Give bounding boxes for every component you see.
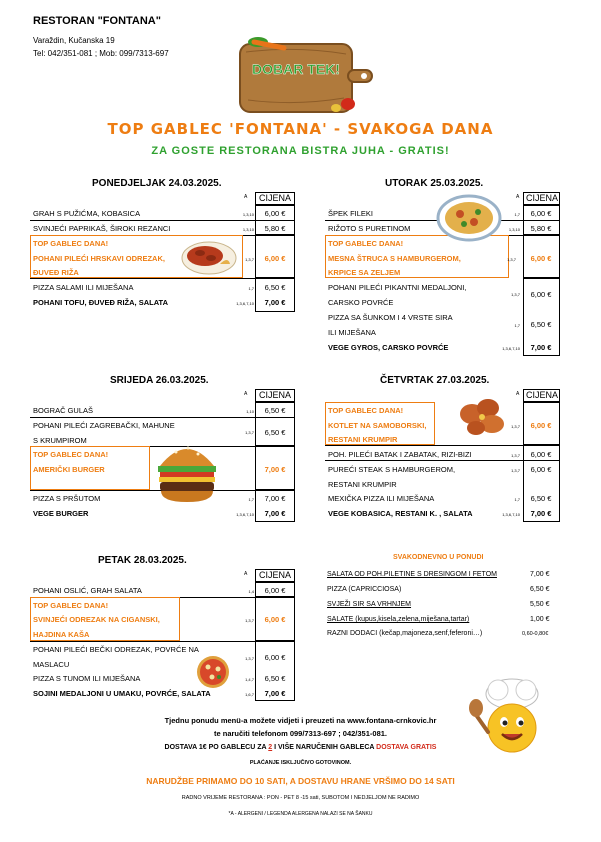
- cijena-header: CIJENA: [258, 390, 291, 400]
- footer-allergen-legend: *A - ALERGENI / LEGENDA ALERGENA NALAZI SE NA ŠANKU: [228, 811, 373, 817]
- cijena-header: CIJENA: [525, 390, 558, 400]
- menu-item: S KRUMPIROM: [33, 436, 87, 445]
- daily-price: 7,00 €: [530, 571, 550, 578]
- daily-item: SALATA OD POH.PILETINE S DRESINGOM I FETOM: [327, 571, 497, 578]
- menu-item: POHANI PILEĆI BEČKI ODREZAK, POVRĆE NA: [33, 645, 199, 654]
- menu-item: SVINJEĆI ODREZAK NA CIGANSKI,: [33, 615, 160, 624]
- price: 6,00 €: [530, 465, 552, 474]
- price: 7,00 €: [264, 298, 286, 307]
- day-title-monday: PONEDJELJAK 24.03.2025.: [92, 178, 222, 189]
- allergen-header: A: [516, 194, 520, 200]
- allergens: 1,7: [248, 286, 254, 291]
- day-title-wednesday: SRIJEDA 26.03.2025.: [110, 375, 209, 386]
- restaurant-address: Varaždin, Kučanska 19: [33, 36, 115, 45]
- menu-item: ŠPEK FILEKI: [328, 209, 374, 218]
- allergens: 1,3,7: [507, 257, 516, 262]
- price: 6,50 €: [264, 406, 286, 415]
- restaurant-name: RESTORAN "FONTANA": [33, 15, 161, 27]
- menu-item: PIZZA S TUNOM ILI MIJEŠANA: [33, 674, 141, 683]
- allergens: 1,3,7: [245, 430, 254, 435]
- menu-item: KRPICE SA ZELJEM: [328, 268, 401, 277]
- menu-item: PIZZA S PRŠUTOM: [33, 494, 101, 503]
- top-gablec-label: TOP GABLEC DANA!: [33, 601, 109, 610]
- price: 6,00 €: [264, 586, 286, 595]
- menu-item: ĐUVEĐ RIŽA: [33, 268, 79, 277]
- menu-item: VEGE KOBASICA, RESTANI K. , SALATA: [328, 509, 473, 518]
- allergen-header: A: [516, 391, 520, 397]
- allergens: 1,3,7: [245, 257, 254, 262]
- day-title-friday: PETAK 28.03.2025.: [98, 555, 187, 566]
- price: 6,50 €: [264, 674, 286, 683]
- footer-orders: NARUDŽBE PRIMAMO DO 10 SATI, A DOSTAVU HRANE VRŠIMO DO 14 SATI: [146, 776, 455, 786]
- daily-price: 5,50 €: [530, 601, 550, 608]
- menu-item: PUREĆI STEAK S HAMBURGEROM,: [328, 465, 456, 474]
- allergens: 1,3,10: [508, 227, 520, 232]
- menu-item: MASLACU: [33, 660, 70, 669]
- menu-item: MESNA ŠTRUCA S HAMBURGEROM,: [328, 254, 461, 263]
- menu-item: SVINJEĆI PAPRIKAŠ, ŠIROKI REZANCI: [33, 224, 171, 233]
- allergen-header: A: [244, 391, 248, 397]
- day-title-thursday: ČETVRTAK 27.03.2025.: [380, 375, 490, 386]
- dish-image-stew: [180, 234, 238, 278]
- menu-item: POHANI PILEĆI PIKANTNI MEDALJONI,: [328, 283, 467, 292]
- menu-item: CARSKO POVRĆE: [328, 298, 394, 307]
- allergen-header: A: [244, 194, 248, 200]
- day-title-tuesday: UTORAK 25.03.2025.: [385, 178, 484, 189]
- allergens: 1,7: [514, 323, 520, 328]
- menu-item: RIŽOTO S PURETINOM: [328, 224, 411, 233]
- cijena-header: CIJENA: [258, 193, 291, 203]
- dish-image-chicken: [452, 392, 512, 438]
- price: 7,00 €: [264, 509, 286, 518]
- price: 6,00 €: [530, 450, 552, 459]
- top-gablec-label: TOP GABLEC DANA!: [328, 406, 404, 415]
- menu-item: VEGE BURGER: [33, 509, 89, 518]
- price: 7,00 €: [264, 494, 286, 503]
- daily-price: 1,00 €: [530, 616, 550, 623]
- price: 6,00 €: [264, 653, 286, 662]
- allergens: 1,6,7: [245, 692, 254, 697]
- allergens: 1,3,6,7,10: [502, 346, 520, 351]
- allergens: 1,3,7: [511, 424, 520, 429]
- dish-image-pizza: [195, 654, 231, 690]
- price: 7,00 €: [264, 465, 286, 474]
- top-gablec-label: TOP GABLEC DANA!: [328, 239, 404, 248]
- svakodnevno-title: SVAKODNEVNO U PONUDI: [393, 554, 484, 561]
- daily-item: RAZNI DODACI (kečap,majoneza,senf,feferoni…): [327, 630, 483, 637]
- daily-price: 0,60-0,80€: [522, 631, 549, 637]
- footer-delivery: DOSTAVA 1€ PO GABLECU ZA 2 I VIŠE NARUČENIH GABLECA DOSTAVA GRATIS: [164, 744, 437, 751]
- price: 7,00 €: [264, 689, 286, 698]
- restaurant-phone: Tel: 042/351-081 ; Mob: 099/7313-697: [33, 49, 169, 58]
- top-gablec-label: TOP GABLEC DANA!: [33, 450, 109, 459]
- cijena-header: CIJENA: [258, 570, 291, 580]
- dish-image-burger: [152, 436, 222, 508]
- menu-item: POHANI OSLIĆ, GRAH SALATA: [33, 586, 142, 595]
- menu-item: POH. PILEĆI BATAK I ZABATAK, RIZI-BIZI: [328, 450, 472, 459]
- allergens: 1,4,7: [245, 677, 254, 682]
- price: 7,00 €: [530, 509, 552, 518]
- price: 6,00 €: [530, 290, 552, 299]
- menu-item: HAJDINA KAŠA: [33, 630, 90, 639]
- allergens: 1,3,7: [245, 656, 254, 661]
- menu-item: VEGE GYROS, CARSKO POVRĆE: [328, 343, 449, 352]
- menu-item: BOGRAČ GULAŠ: [33, 406, 94, 415]
- menu-item: AMERIČKI BURGER: [33, 465, 105, 474]
- allergens: 1,3,10: [242, 212, 254, 217]
- menu-item: RESTANI KRUMPIR: [328, 435, 398, 444]
- daily-item: SALATE (kupus,kisela,zelena,miješana,tartar): [327, 616, 470, 623]
- price: 6,50 €: [264, 283, 286, 292]
- allergens: 1,7: [248, 497, 254, 502]
- daily-item: PIZZA (CAPRICCIOSA): [327, 586, 402, 593]
- price: 6,50 €: [264, 428, 286, 437]
- allergens: 1,7: [514, 497, 520, 502]
- allergens: 1,3,7: [511, 453, 520, 458]
- cutting-board-logo: [236, 32, 374, 114]
- price: 6,00 €: [530, 254, 552, 263]
- footer-hours: RADNO VRIJEME RESTORANA : PON - PET 8 -15 sati, SUBOTOM I NEDJELJOM NE RADIMO: [181, 795, 420, 801]
- allergens: 1,3,10: [242, 227, 254, 232]
- board-text: DOBAR TEK!: [252, 61, 340, 77]
- menu-item: KOTLET NA SAMOBORSKI,: [328, 421, 427, 430]
- price: 6,50 €: [530, 320, 552, 329]
- menu-item: RESTANI KRUMPIR: [328, 480, 397, 489]
- top-gablec-label: TOP GABLEC DANA!: [33, 239, 109, 248]
- footer-payment: PLAĆANJE ISKLJUČIVO GOTOVINOM.: [249, 760, 352, 766]
- allergens: 1,7: [514, 212, 520, 217]
- menu-item: SOJINI MEDALJONI U UMAKU, POVRĆE, SALATA: [33, 689, 211, 698]
- price: 5,80 €: [530, 224, 552, 233]
- main-title: TOP GABLEC 'FONTANA' - SVAKOGA DANA: [107, 120, 494, 138]
- menu-item: PIZZA SA ŠUNKOM I 4 VRSTE SIRA: [328, 313, 453, 322]
- footer-phone: te naručiti telefonom 099/7313-697 ; 042/351-081.: [213, 729, 387, 738]
- allergens: 1,3,7: [245, 618, 254, 623]
- allergens: 1,4: [248, 589, 254, 594]
- footer-website: Tjednu ponudu menü-a možete vidjeti i preuzeti na www.fontana-crnkovic.hr: [164, 716, 437, 725]
- allergens: 1,3,6,7,10: [502, 512, 520, 517]
- price: 5,80 €: [264, 224, 286, 233]
- allergens: 1,10: [246, 409, 254, 414]
- allergens: 1,3,7: [511, 292, 520, 297]
- menu-item: POHANI PILEĆI ZAGREBAČKI, MAHUNE: [33, 421, 175, 430]
- menu-item: GRAH S PUŽIĆMA, KOBASICA: [33, 209, 141, 218]
- menu-item: MEXIČKA PIZZA ILI MIJEŠANA: [328, 494, 435, 503]
- price: 6,00 €: [264, 615, 286, 624]
- cijena-header: CIJENA: [525, 193, 558, 203]
- menu-item: POHANI PILEĆI HRSKAVI ODREZAK,: [33, 254, 165, 263]
- menu-item: ILI MIJEŠANA: [328, 328, 376, 337]
- price: 6,50 €: [530, 494, 552, 503]
- sub-title: ZA GOSTE RESTORANA BISTRA JUHA - GRATIS!: [151, 145, 450, 157]
- menu-item: POHANI TOFU, ĐUVEĐ RIŽA, SALATA: [33, 298, 168, 307]
- daily-price: 6,50 €: [530, 586, 550, 593]
- daily-item: SVJEŽI SIR SA VRHNJEM: [327, 601, 412, 608]
- price: 6,00 €: [264, 209, 286, 218]
- menu-item: PIZZA SALAMI ILI MIJEŠANA: [33, 283, 134, 292]
- allergens: 1,3,6,7,10: [236, 512, 254, 517]
- allergen-header: A: [244, 571, 248, 577]
- allergens: 1,3,6,7,10: [236, 301, 254, 306]
- price: 6,00 €: [264, 254, 286, 263]
- dish-image-risotto: [436, 192, 502, 244]
- price: 7,00 €: [530, 343, 552, 352]
- price: 6,00 €: [530, 421, 552, 430]
- price: 6,00 €: [530, 209, 552, 218]
- allergens: 1,3,7: [511, 468, 520, 473]
